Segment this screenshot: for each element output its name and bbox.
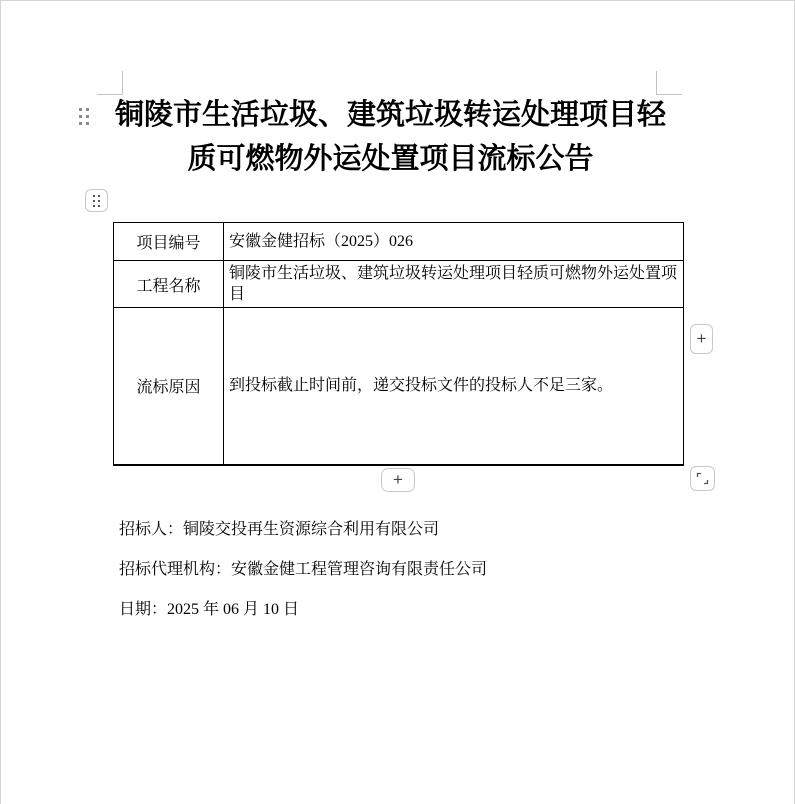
add-row-button[interactable]: + [381,468,415,492]
document-title[interactable] [97,93,684,181]
corner-brackets-icon [696,472,709,485]
title-line-2: 质可燃物外运处置项目流标公告 [187,143,594,175]
cell-project-number-value[interactable]: 安徽金健招标（2025）026 [224,223,684,261]
table-row [114,223,684,261]
title-line-1: 铜陵市生活垃圾、建筑垃圾转运处理项目轻 [114,99,666,131]
dot [86,115,89,118]
table-row [114,308,684,465]
tenderer-line[interactable]: 招标人：铜陵交投再生资源综合利用有限公司 [119,521,440,538]
announcement-table [113,222,684,466]
dot [79,122,82,125]
add-column-button[interactable]: + [690,324,713,354]
paragraph-drag-handle-icon[interactable] [79,108,89,125]
dot [79,115,82,118]
table-resize-button[interactable] [690,466,715,491]
margin-corner-mark-top-right [656,71,682,95]
date-line[interactable]: 日期：2025 年 06 月 10 日 [119,601,300,618]
dot [86,108,89,111]
cell-failure-reason-label[interactable]: 流标原因 [114,308,224,465]
cell-project-number-label[interactable]: 项目编号 [114,223,224,261]
cell-project-name-label[interactable]: 工程名称 [114,261,224,308]
cell-failure-reason-value[interactable]: 到投标截止时间前，递交投标文件的投标人不足三家。 [224,308,684,465]
grip-dots-icon [93,195,100,207]
table-row [114,261,684,308]
margin-corner-mark-top-left [97,71,123,95]
dot [79,108,82,111]
table-move-handle-button[interactable] [85,189,108,212]
cell-project-name-value[interactable]: 铜陵市生活垃圾、建筑垃圾转运处理项目轻质可燃物外运处置项目 [224,261,684,308]
dot [86,122,89,125]
agency-line[interactable]: 招标代理机构：安徽金健工程管理咨询有限责任公司 [119,561,488,578]
